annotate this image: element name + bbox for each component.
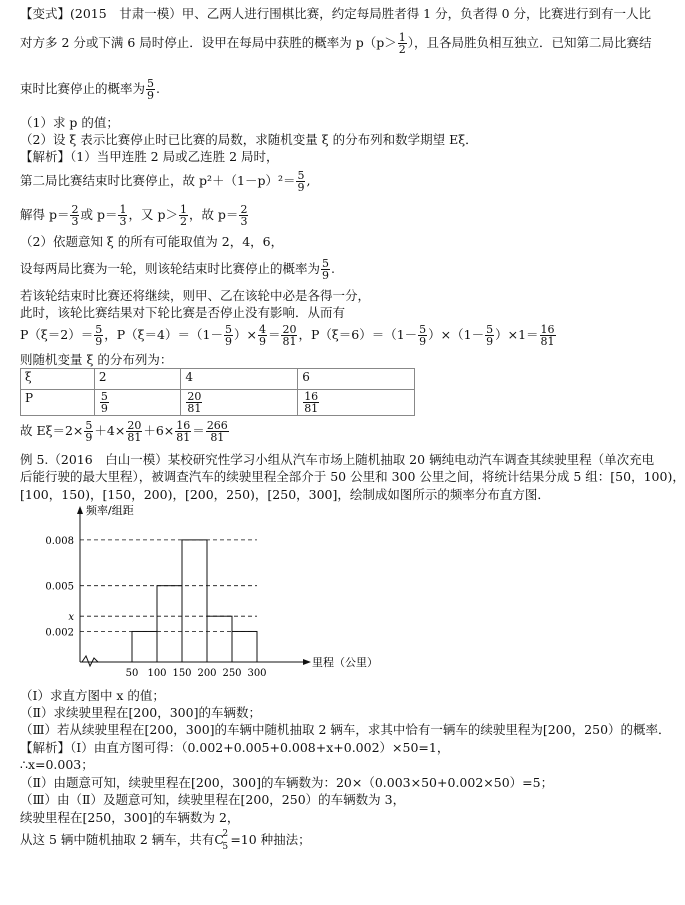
- text: 束时比赛停止的概率为: [20, 81, 146, 96]
- text: ＝: [267, 327, 281, 342]
- fraction-half: $\frac{1}{2}$: [179, 203, 187, 228]
- axis-break-icon: [82, 656, 98, 666]
- fraction-1-3: $\frac{1}{3}$: [119, 203, 127, 228]
- x-tick-label: 150: [172, 668, 192, 679]
- table-cell: 6: [298, 369, 415, 390]
- example5-answer-5: 续驶里程在[250，300]的车辆数为 2，: [20, 810, 240, 825]
- y-tick-label: x: [68, 612, 74, 624]
- histogram-bar: [157, 586, 182, 662]
- text: ），且各局胜负相互独立．已知第二局比赛结: [407, 35, 652, 50]
- solution-line-9: 则随机变量 ξ 的分布列为：: [20, 352, 173, 367]
- x-tick-label: 250: [222, 668, 242, 679]
- y-tick-label: 0.002: [45, 627, 74, 639]
- fraction-2-3: $\frac{2}{3}$: [240, 203, 248, 228]
- fraction-5-9: $\frac{5}{9}$: [85, 419, 93, 444]
- fraction-5-9: $\frac{5}{9}$: [486, 323, 494, 348]
- x-tick-label: 50: [125, 668, 139, 679]
- solution-line-4: （2）依题意知 ξ 的所有可能取值为 2，4，6，: [20, 234, 284, 249]
- text: 对方多 2 分或下满 6 局时停止．设甲在每局中获胜的概率为 p（p＞: [20, 35, 397, 50]
- table-cell: P: [21, 390, 95, 416]
- text: ＋4×: [94, 423, 126, 438]
- fraction-5-9: $\frac{5}{9}$: [224, 323, 232, 348]
- question-2: （2）设 ξ 表示比赛停止时已比赛的局数，求随机变量 ξ 的分布列和数学期望 Eξ．: [20, 132, 478, 147]
- fraction-4-9: $\frac{4}{9}$: [258, 323, 266, 348]
- example5-line-3: [100，150)，[150，200)，[200，250)，[250，300]，绘制成如图所示的频率分布直方图．: [20, 487, 550, 502]
- fraction: $\frac{5}{9}$: [100, 390, 108, 415]
- example5-question-1: （Ⅰ）求直方图中 x 的值；: [20, 688, 165, 703]
- text: P（ξ＝2）＝: [20, 327, 94, 342]
- text: 从这 5 辆中随机抽取 2 辆车，共有: [20, 832, 215, 847]
- text: ，P（ξ＝6）＝（1－: [298, 327, 418, 342]
- fraction-16-81: $\frac{16}{81}$: [540, 323, 555, 348]
- problem-line-1: 【变式】(2015 甘肃一模）甲、乙两人进行围棋比赛，约定每局胜者得 1 分，负者得 0 分，比赛进行到有一人比: [20, 6, 651, 21]
- solution-line-7: 此时，该轮比赛结果对下轮比赛是否停止没有影响．从而有: [20, 305, 346, 320]
- example5-answer-4: （Ⅲ）由（Ⅱ）及题意可知，续驶里程在[200，250）的车辆数为 3，: [20, 792, 406, 807]
- table-cell: 4: [181, 369, 298, 390]
- text: ，又 p＞: [128, 207, 178, 222]
- table-row: [21, 390, 415, 416]
- example5-answer-6: [20, 829, 311, 852]
- fraction-5-9: $\frac{5}{9}$: [297, 169, 305, 194]
- solution-line-6: 若该轮结束时比赛还将继续，则甲、乙在该轮中必是各得一分，: [20, 288, 371, 303]
- example5-answer-1: 【解析】（Ⅰ）由直方图可得：（0.002+0.005+0.008+x+0.002）×50=1，: [20, 740, 450, 755]
- text: ）×: [233, 327, 257, 342]
- fraction-5-9: $\frac{5}{9}$: [147, 77, 155, 102]
- fraction-20-81: $\frac{20}{81}$: [127, 419, 142, 444]
- histogram-bar: [232, 631, 257, 662]
- example5-answer-3: （Ⅱ）由题意可知，续驶里程在[200，300]的车辆数为：20×（0.003×50+0.002×50）=5；: [20, 775, 554, 790]
- histogram-chart: [20, 502, 378, 682]
- x-tick-label: 100: [147, 668, 167, 679]
- question-1: （1）求 p 的值；: [20, 115, 119, 130]
- fraction-266-81: $\frac{266}{81}$: [206, 419, 228, 444]
- distribution-table: [20, 368, 415, 416]
- text: ＋6×: [143, 423, 175, 438]
- y-axis-label: 频率/组距: [86, 504, 134, 517]
- fraction: $\frac{16}{81}$: [304, 390, 319, 415]
- text: 设每两局比赛为一轮，则该轮结束时比赛停止的概率为: [20, 261, 321, 276]
- fraction-5-9: $\frac{5}{9}$: [419, 323, 427, 348]
- histogram-bar: [132, 631, 157, 662]
- example5-line-2: 后能行驶的最大里程），被调查汽车的续驶里程全部介于 50 公里和 300 公里之间，将统计结果分成 5 组：[50，100)，: [20, 469, 685, 484]
- y-tick-label: 0.008: [45, 535, 74, 547]
- x-axis-label: 里程（公里）: [312, 656, 378, 669]
- example5-line-1: 例 5.（2016 白山一模）某校研究性学习小组从汽车市场上随机抽取 20 辆纯电动汽车调查其续驶里程（单次充电: [20, 452, 655, 467]
- fraction-half: $\frac{1}{2}$: [398, 31, 406, 56]
- histogram-bar: [182, 540, 207, 662]
- table-row: [21, 369, 415, 390]
- x-tick-label: 200: [197, 668, 217, 679]
- text: 故 Eξ＝2×: [20, 423, 84, 438]
- table-cell: 2: [94, 369, 181, 390]
- problem-line-3: 束时比赛停止的概率为 $\frac{5}{9}$ .: [20, 77, 160, 102]
- expectation-line: [20, 420, 230, 443]
- table-cell: [94, 390, 181, 416]
- text: ）×1＝: [495, 327, 539, 342]
- problem-line-2: [20, 32, 652, 55]
- text: ，P（ξ＝4）＝（1－: [104, 327, 223, 342]
- fraction-20-81: $\frac{20}{81}$: [282, 323, 297, 348]
- table-cell: [298, 390, 415, 416]
- solution-line-5: 设每两局比赛为一轮，则该轮结束时比赛停止的概率为 $\frac{5}{9}$ .: [20, 257, 335, 282]
- text: ，故 p＝: [188, 207, 239, 222]
- y-tick-label: 0.005: [45, 581, 74, 593]
- example5-question-3: （Ⅲ）若从续驶里程在[200，300]的车辆中随机抽取 2 辆车，求其中恰有一辆车的续驶里程为[200，250）的概率．: [20, 722, 671, 737]
- solution-line-3: [20, 204, 249, 227]
- example5-question-2: （Ⅱ）求续驶里程在[200，300]的车辆数；: [20, 705, 261, 720]
- x-tick-label: 300: [247, 668, 267, 679]
- fraction-16-81: $\frac{16}{81}$: [176, 419, 191, 444]
- fraction-5-9: $\frac{5}{9}$: [95, 323, 103, 348]
- y-axis-arrow-icon: [77, 506, 83, 514]
- text: ＝: [192, 423, 205, 438]
- x-axis-arrow-icon: [303, 659, 311, 665]
- text: ）×（1－: [428, 327, 485, 342]
- fraction: $\frac{20}{81}$: [187, 390, 202, 415]
- text: 或 p＝: [80, 207, 118, 222]
- table-cell: [181, 390, 298, 416]
- text: =10 种抽法；: [230, 832, 311, 847]
- histogram-bar: [207, 616, 232, 662]
- text: 第二局比赛结束时比赛停止，故 p²＋（1－p）²＝: [20, 173, 296, 188]
- solution-line-8: [20, 324, 557, 347]
- solution-line-2: 第二局比赛结束时比赛停止，故 p²＋（1－p）²＝ $\frac{5}{9}$ ,: [20, 169, 311, 194]
- combination-symbol: C 2 5: [214, 829, 229, 852]
- fraction-2-3: $\frac{2}{3}$: [71, 203, 79, 228]
- fraction-5-9: $\frac{5}{9}$: [322, 257, 330, 282]
- example5-answer-2: ∴x=0.003；: [20, 757, 94, 772]
- table-cell: ξ: [21, 369, 95, 390]
- text: 解得 p＝: [20, 207, 70, 222]
- solution-line-1: 【解析】（1）当甲连胜 2 局或乙连胜 2 局时，: [20, 149, 279, 164]
